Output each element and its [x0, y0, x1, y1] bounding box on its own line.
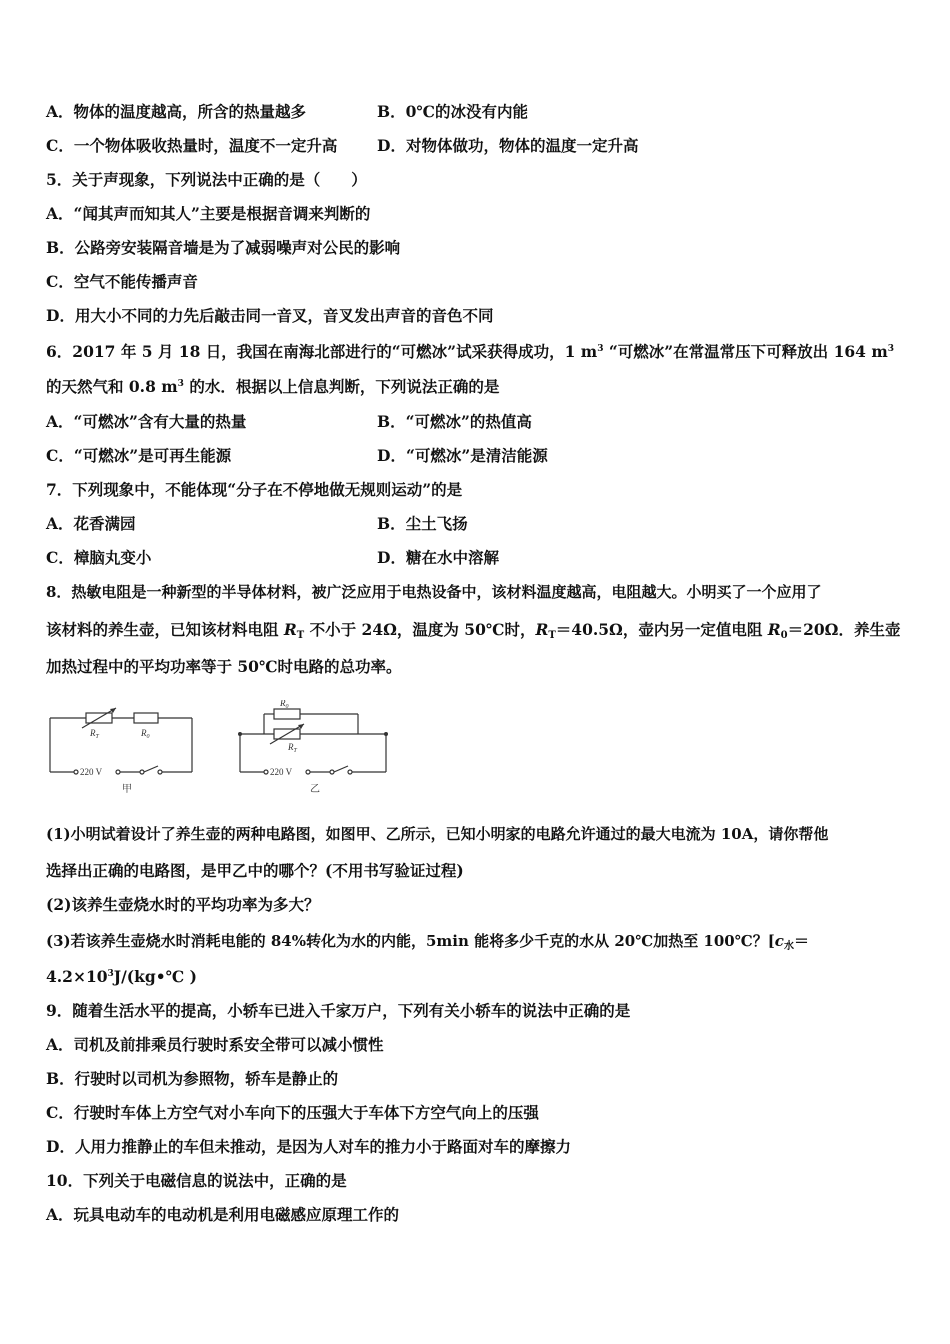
q7-stem: 7．下列现象中，不能体现“分子在不停地做无规则运动”的是	[46, 480, 463, 499]
q5-option-a: A．“闻其声而知其人”主要是根据音调来判断的	[46, 204, 371, 223]
q4-option-d: D．对物体做功，物体的温度一定升高	[377, 136, 639, 155]
circuit-diagram-jia	[46, 700, 206, 800]
q9-option-d: D．人用力推静止的车但未推动，是因为人对车的推力小于路面对车的摩擦力	[46, 1137, 571, 1156]
q8-sub-t: T	[548, 630, 556, 641]
q6-sup3: 3	[177, 379, 184, 389]
q4-option-c: C．一个物体吸收热量时，温度不一定升高	[46, 136, 338, 155]
q6-option-d: D．“可燃冰”是清洁能源	[377, 446, 548, 465]
q6-option-row-ab	[46, 411, 908, 433]
q4-option-a: A．物体的温度越高，所含的热量越多	[46, 102, 307, 121]
q7-option-row-cd	[46, 547, 908, 569]
q5-option-d: D．用大小不同的力先后敲击同一音叉，音叉发出声音的音色不同	[46, 306, 494, 325]
q9-option-b: B．行驶时以司机为参照物，轿车是静止的	[46, 1069, 339, 1088]
q7-option-b: B．尘土飞扬	[377, 514, 468, 533]
q10-stem: 10．下列关于电磁信息的说法中，正确的是	[46, 1171, 347, 1190]
q8-stem-line3: 加热过程中的平均功率等于 50℃时电路的总功率。	[46, 657, 402, 676]
q6-option-a: A．“可燃冰”含有大量的热量	[46, 412, 247, 431]
label-rt: $R_T$	[90, 728, 99, 740]
q8-sub-t: T	[296, 630, 305, 641]
q8-sub1-line1: (1)小明试着设计了养生壶的两种电路图，如图甲、乙所示，已知小明家的电路允许通过的最大电流为 10A，请你帮他	[46, 825, 829, 843]
q4-option-row-ab	[46, 101, 908, 123]
label-rt: $R_T$	[288, 742, 297, 754]
q8-symbol-r: R	[283, 620, 297, 639]
q8-stem-line1: 8．热敏电阻是一种新型的半导体材料，被广泛应用于电热设备中，该材料温度越高，电阻越大。小明买了一个应用了	[46, 583, 822, 601]
q6-option-c: C．“可燃冰”是可再生能源	[46, 446, 232, 465]
q7-option-a: A．花香满园	[46, 514, 136, 533]
q7-option-row-ab	[46, 513, 908, 535]
q6-stem-line2	[46, 376, 908, 398]
q7-option-d: D．糖在水中溶解	[377, 548, 499, 567]
q6-option-row-cd	[46, 445, 908, 467]
q6-option-b: B．“可燃冰”的热值高	[377, 412, 532, 431]
caption-jia: 甲	[122, 784, 132, 795]
q8-symbol-r: R	[767, 620, 781, 639]
q7-option-c: C．樟脑丸变小	[46, 548, 152, 567]
voltage-label: 220 V	[80, 767, 103, 777]
q8-symbol-c: c	[774, 932, 784, 950]
q9-stem: 9．随着生活水平的提高，小轿车已进入千家万户，下列有关小轿车的说法中正确的是	[46, 1001, 631, 1020]
q8-sub3-line2	[46, 966, 908, 988]
q8-sub1-line2: 选择出正确的电路图，是甲乙中的哪个？(不用书写验证过程)	[46, 861, 464, 880]
q6-stem-part1: 6．2017 年 5 月 18 日，我国在南海北部进行的“可燃冰”试采获得成功，1 m	[46, 342, 598, 361]
q8-sup3: 3	[107, 969, 114, 979]
q8-text: 该材料的养生壶，已知该材料电阻	[46, 620, 284, 639]
q6-stem-part2: “可燃冰”在常温常压下可释放出 164 m	[603, 342, 888, 361]
q8-sub3-text: (3)若该养生壶烧水时消耗电能的 84%转化为水的内能，5min 能将多少千克的水从 20℃加热至 100℃？[	[46, 932, 775, 950]
q8-sub3-eq: ＝	[793, 932, 809, 950]
q8-sub3-unit: J/(kg•℃ )	[113, 967, 197, 986]
label-r0: $R_0$	[141, 728, 150, 740]
q9-option-a: A．司机及前排乘员行驶时系安全带可以减小惯性	[46, 1035, 384, 1054]
q4-option-b: B．0℃的冰没有内能	[377, 102, 528, 121]
q8-text: ＝40.5Ω，壶内另一定值电阻	[555, 620, 768, 639]
q9-option-c: C．行驶时车体上方空气对小车向下的压强大于车体下方空气向上的压强	[46, 1103, 539, 1122]
q6-stem-part3: 的天然气和 0.8 m	[46, 377, 178, 396]
label-r0: $R_0$	[280, 700, 289, 710]
q8-sub3-value: 4.2×10	[46, 967, 108, 986]
q8-sub3-line1	[46, 930, 908, 952]
q8-sub2: (2)该养生壶烧水时的平均功率为多大？	[46, 895, 320, 914]
q8-text: ＝20Ω．养生壶	[787, 620, 901, 639]
caption-yi: 乙	[310, 784, 320, 795]
q8-sub-0: 0	[780, 630, 788, 641]
q8-sub-water: 水	[783, 941, 794, 952]
q10-option-a: A．玩具电动车的电动机是利用电磁感应原理工作的	[46, 1205, 400, 1224]
q6-stem-line1	[46, 341, 908, 363]
q4-option-row-cd	[46, 135, 908, 157]
q6-stem-part4: 的水．根据以上信息判断，下列说法正确的是	[183, 377, 500, 396]
q6-sup2: 3	[887, 344, 894, 354]
junction-dot	[384, 732, 388, 736]
q8-stem-line2	[46, 619, 908, 641]
q8-text: 不小于 24Ω，温度为 50℃时，	[304, 620, 536, 639]
circuit-diagram-yi	[236, 700, 396, 800]
q5-stem: 5．关于声现象，下列说法中正确的是（ ）	[46, 170, 367, 189]
junction-dot	[238, 732, 242, 736]
q5-option-c: C．空气不能传播声音	[46, 272, 198, 291]
q6-sup1: 3	[597, 344, 604, 354]
q5-option-b: B．公路旁安装隔音墙是为了减弱噪声对公民的影响	[46, 238, 401, 257]
voltage-label: 220 V	[270, 767, 293, 777]
q8-symbol-r: R	[535, 620, 549, 639]
